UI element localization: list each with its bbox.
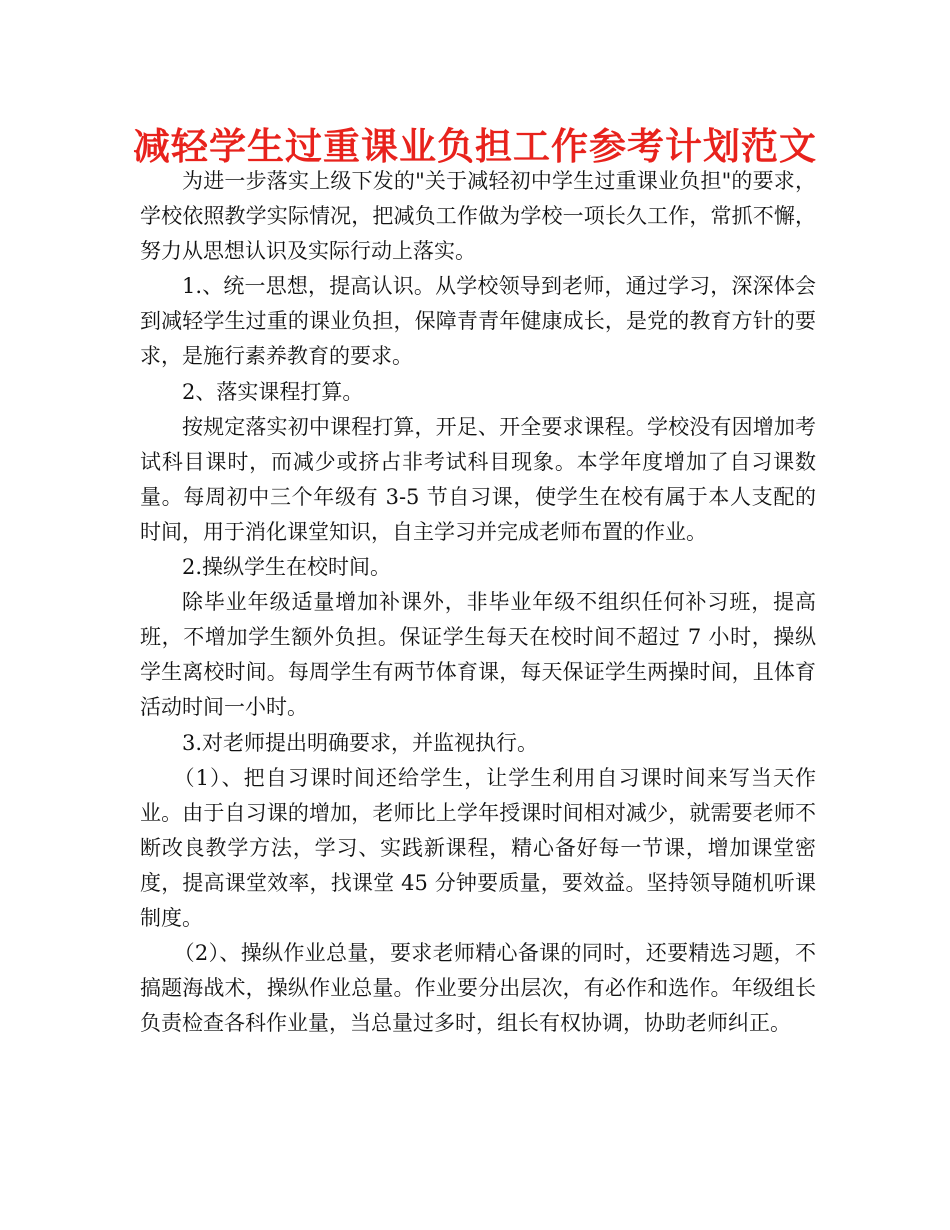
paragraph-item-1: 1.、统一思想，提高认识。从学校领导到老师，通过学习，深深体会到减轻学生过重的课业负担，保障青青年健康成长，是党的教育方针的要求，是施行素养教育的要求。 [140,274,816,369]
document-title: 减轻学生过重课业负担工作参考计划范文 [133,125,817,168]
paragraph-sub-1: （1）、把自习课时间还给学生，让学生利用自习课时间来写当天作业。由于自习课的增加，老师比上学年授课时间相对减少，就需要老师不断改良教学方法，学习、实践新课程，精心备好每一节课，增加课堂密度，提高课堂效率，找课堂 45 分钟要质量，要效益。坚持领导随机听课制度。 [140,765,816,930]
paragraph-heading-2b: 2.操纵学生在校时间。 [182,555,392,580]
paragraph-heading-2: 2、落实课程打算。 [182,379,364,404]
paragraph-heading-3: 3.对老师提出明确要求，并监视执行。 [182,730,539,755]
document-body [140,164,816,1041]
paragraph-sub-2: （2）、操纵作业总量，要求老师精心备课的同时，还要精选习题，不搞题海战术，操纵作业总量。作业要分出层次，有必作和选作。年级组长负责检查各科作业量，当总量过多时，组长有权协调，协助老师纠正。 [140,941,816,1036]
paragraph-item-2b-body: 除毕业年级适量增加补课外，非毕业年级不组织任何补习班，提高班，不增加学生额外负担。保证学生每天在校时间不超过 7 小时，操纵学生离校时间。每周学生有两节体育课，每天保证学生两操时间，且体育活动时间一小时。 [140,590,816,720]
paragraph-item-2-body: 按规定落实初中课程打算，开足、开全要求课程。学校没有因增加考试科目课时，而减少或挤占非考试科目现象。本学年度增加了自习课数量。每周初中三个年级有 3-5 节自习课，使学生在校有属于本人支配的时间，用于消化课堂知识，自主学习并完成老师布置的作业。 [140,414,816,544]
paragraph-intro: 为进一步落实上级下发的"关于减轻初中学生过重课业负担"的要求，学校依照教学实际情况，把减负工作做为学校一项长久工作，常抓不懈，努力从思想认识及实际行动上落实。 [140,169,816,264]
